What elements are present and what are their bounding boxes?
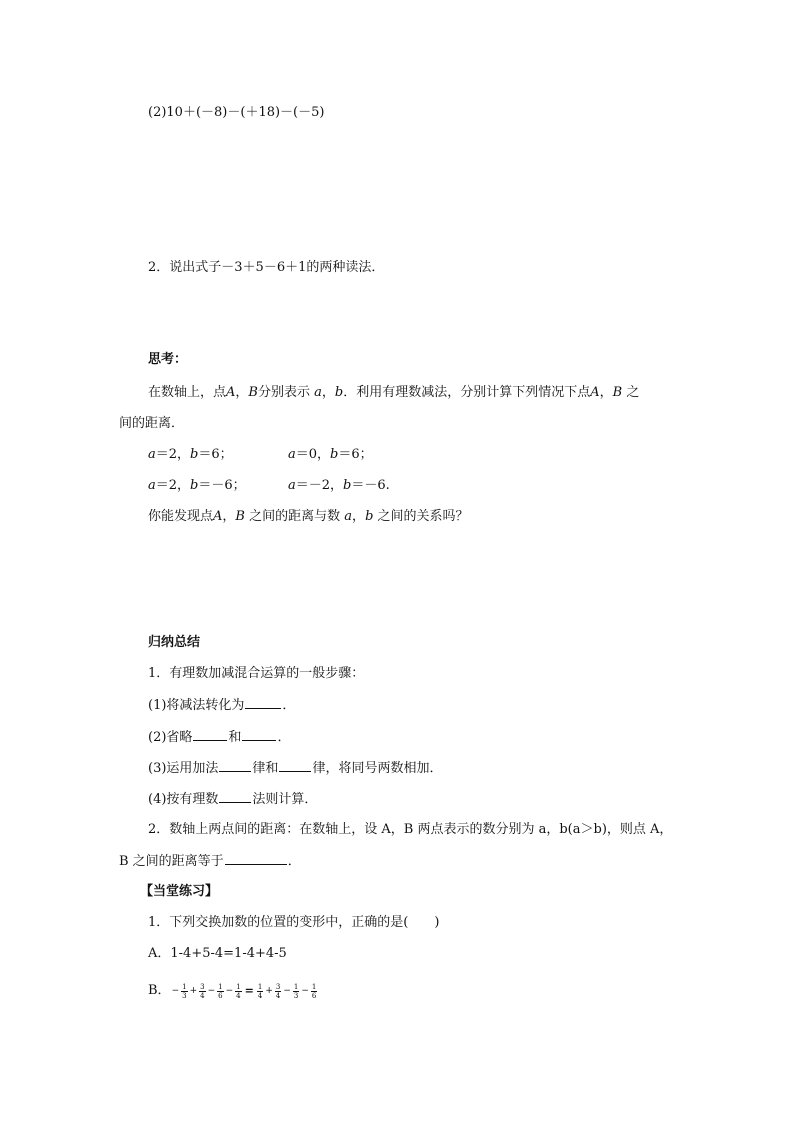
option-b: B． − $\frac{1}{3}$ + $\frac{3}{4}$ − $\frac{1}{6}$ − $\frac{1}{4}$ = $\frac{1}{4}$ + $\frac{3}{4}$ − $\frac{1}{3}$ − $\frac{1}{6}$	[148, 982, 317, 1000]
summary-step-1: (1)将减法转化为 ．	[148, 698, 296, 713]
operator: +	[265, 986, 273, 996]
option-a: A．1-4+5-4=1-4+4-5	[148, 946, 287, 961]
fraction	[181, 983, 187, 1000]
case-2-right: a＝－2，b＝－6.	[288, 478, 390, 493]
option-b-expression	[171, 982, 319, 1000]
operator: −	[171, 986, 180, 996]
case-2-left: a＝2，b＝－6；	[148, 478, 246, 493]
fraction-denominator: 4	[236, 991, 241, 1000]
case-1-right: a＝0，b＝6；	[288, 447, 373, 462]
exercise-2-2: (2)10＋(－8)－(＋18)－(－5)	[148, 105, 325, 120]
think-question: 你能发现点A，B 之间的距离与数 a，b 之间的关系吗？	[148, 509, 469, 524]
fill-blank[interactable]	[279, 759, 311, 772]
fill-blank[interactable]	[242, 728, 276, 741]
fraction-numerator: 1	[257, 982, 263, 991]
fraction-denominator: 3	[182, 991, 187, 1000]
think-line-2: 间的距离．	[119, 416, 185, 431]
fraction-denominator: 4	[257, 991, 263, 1000]
fraction-numerator: 1	[293, 982, 299, 991]
fill-blank[interactable]	[245, 696, 281, 709]
practice-question-1: 1．下列交换加数的位置的变形中，正确的是( )	[148, 915, 440, 930]
operator: −	[283, 986, 291, 996]
fraction	[293, 983, 299, 1000]
fraction-numerator: 1	[218, 982, 223, 991]
fraction	[217, 983, 223, 1000]
summary-item-1: 1．有理数加减混合运算的一般步骤：	[148, 666, 365, 681]
case-1-left: a＝2，b＝6；	[148, 447, 233, 462]
fraction-numerator: 3	[275, 982, 281, 991]
summary-step-4: (4)按有理数 法则计算．	[148, 792, 318, 807]
fraction-denominator: 4	[200, 991, 205, 1000]
fill-blank[interactable]	[193, 728, 227, 741]
fraction-denominator: 6	[311, 991, 317, 1000]
fraction-numerator: 3	[200, 982, 205, 991]
summary-step-3: (3)运用加法 律和 律，将同号两数相加．	[148, 761, 443, 776]
fraction-denominator: 3	[293, 991, 299, 1000]
practice-title: 【当堂练习】	[140, 884, 219, 899]
fraction	[257, 983, 263, 1000]
fraction	[311, 983, 317, 1000]
fraction-numerator: 1	[182, 982, 187, 991]
fill-blank[interactable]	[219, 759, 251, 772]
fill-blank[interactable]	[219, 790, 251, 803]
fraction-numerator: 1	[311, 982, 317, 991]
operator: +	[189, 986, 198, 996]
fraction-numerator: 1	[236, 982, 241, 991]
summary-item-2-line-1: 2．数轴上两点间的距离：在数轴上，设 A，B 两点表示的数分别为 a，b(a＞b)，则点 A，	[148, 822, 673, 837]
question-read-expression: 2．说出式子－3＋5－6＋1的两种读法．	[148, 260, 385, 275]
operator: −	[225, 986, 234, 996]
summary-title: 归纳总结	[148, 635, 201, 650]
fraction	[235, 983, 241, 1000]
equals-sign: =	[244, 984, 254, 997]
think-line-1: 在数轴上，点A，B分别表示 a，b．利用有理数减法，分别计算下列情况下点A，B 之	[148, 385, 640, 400]
fraction-denominator: 6	[218, 991, 223, 1000]
operator: −	[301, 986, 309, 996]
fraction	[199, 983, 205, 1000]
operator: −	[207, 986, 216, 996]
summary-item-2-line-2: B 之间的距离等于 ．	[119, 854, 301, 869]
fraction	[275, 983, 281, 1000]
fraction-denominator: 4	[275, 991, 281, 1000]
summary-step-2: (2)省略 和 ．	[148, 730, 291, 745]
think-title: 思考：	[148, 352, 188, 367]
fill-blank[interactable]	[225, 852, 287, 865]
